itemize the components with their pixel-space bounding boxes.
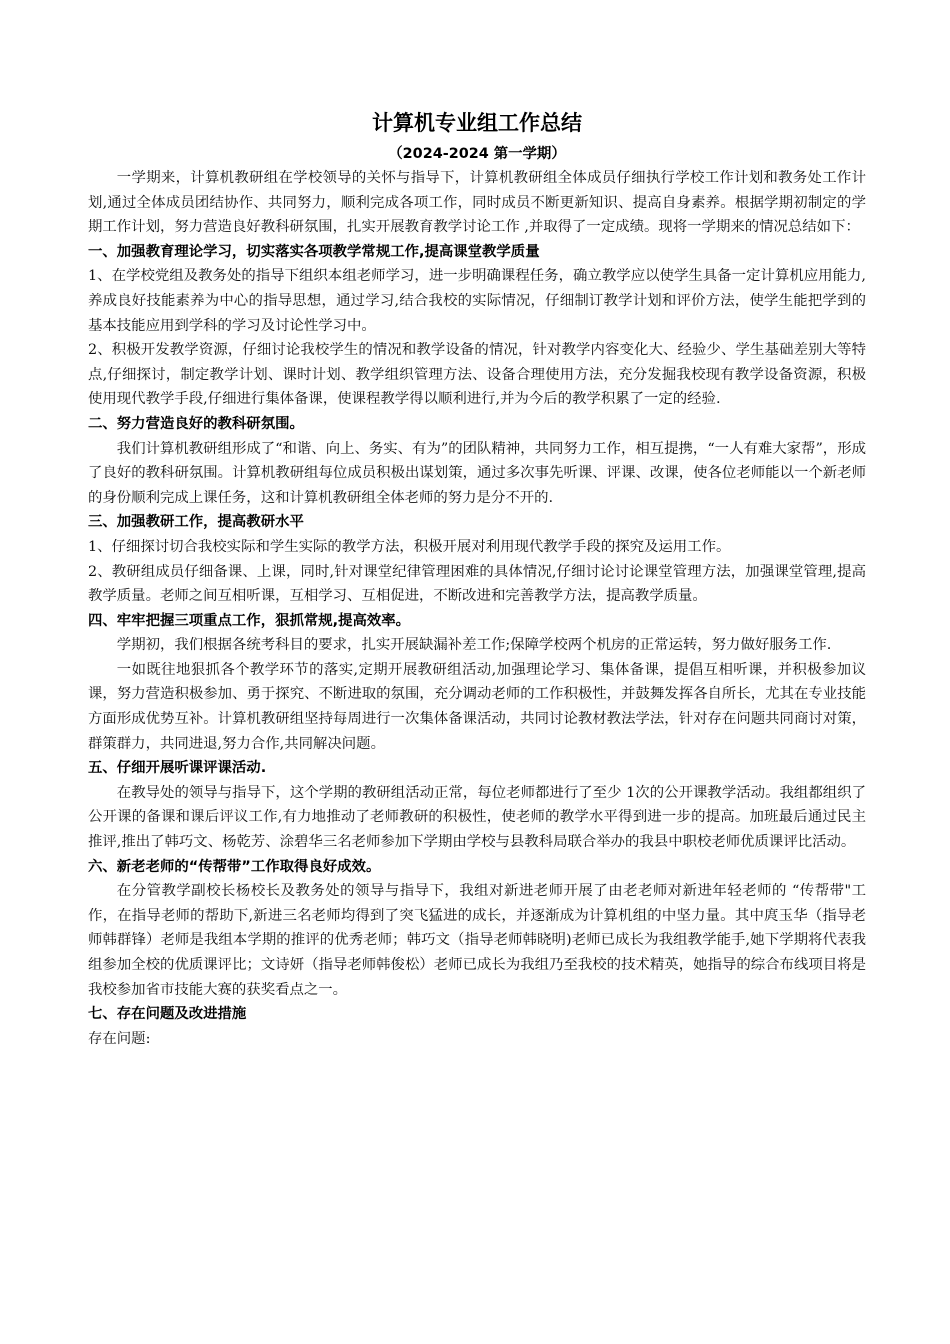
section-paragraph: 1、仔细探讨切合我校实际和学生实际的教学方法，积极开展对利用现代教学手段的探究及运用工作。 <box>88 538 731 555</box>
intro-paragraph: 一学期来，计算机教研组在学校领导的关怀与指导下，计算机教研组全体成员仔细执行学校工作计划和教务处工作计划,通过全体成员团结协作、共同努力，顺利完成各项工作，同时成员不断更新知识、提高自身素养。根据学期初制定的学期工作计划，努力营造良好教科研氛围，扎实开展教育教学讨论工作 ,并取得了一定成绩。现将一学期来的情况总结如下： <box>88 170 866 236</box>
document-title: 计算机专业组工作总结 <box>372 111 582 135</box>
section-heading: 一、加强教育理论学习，切实落实各项教学常规工作,提高课堂教学质量 <box>88 243 540 260</box>
section-heading: 七、存在问题及改进措施 <box>88 1006 247 1023</box>
section-paragraph: 一如既往地狠抓各个教学环节的落实,定期开展教研组活动,加强理论学习、集体备课，提倡互相听课，并积极参加议课，努力营造积极参加、勇于探究、不断进取的氛围，充分调动老师的工作积极性，并鼓舞发挥各自所长，尤其在专业技能方面形成优势互补。计算机教研组坚持每周进行一次集体备课活动，共同讨论教材教法学法，针对存在问题共同商讨对策，群策群力，共同进退,努力合作,共同解决问题。 <box>88 661 866 752</box>
section-heading: 五、仔细开展听课评课活动. <box>88 760 267 777</box>
section-paragraph: 学期初，我们根据各统考科目的要求，扎实开展缺漏补差工作;保障学校两个机房的正常运转，努力做好服务工作. <box>116 637 832 654</box>
section-heading: 四、牢牢把握三项重点工作，狠抓常规,提高效率。 <box>88 612 411 629</box>
section-paragraph: 2、积极开发教学资源，仔细讨论我校学生的情况和教学设备的情况，针对教学内容变化大、经验少、学生基础差别大等特点,仔细探讨，制定教学计划、课时计划、教学组织管理方法、设备合理使用方法，充分发掘我校现有教学设备资源，积极使用现代教学手段,仔细进行集体备课，使课程教学得以顺利进行,并为今后的教学积累了一定的经验. <box>88 342 866 408</box>
section-heading: 六、新老老师的“传帮带”工作取得良好成效。 <box>88 858 381 875</box>
section-paragraph: 存在问题: <box>88 1030 151 1047</box>
section-paragraph: 1、在学校党组及教务处的指导下组织本组老师学习，进一步明确课程任务，确立教学应以使学生具备一定计算机应用能力,养成良好技能素养为中心的指导思想，通过学习,结合我校的实际情况，仔细制订教学计划和评价方法，使学生能把学到的基本技能应用到学科的学习及讨论性学习中。 <box>88 268 866 334</box>
section-paragraph: 2、教研组成员仔细备课、上课，同时,针对课堂纪律管理困难的具体情况,仔细讨论讨论课堂管理方法，加强课堂管理,提高教学质量。老师之间互相听课，互相学习、互相促进，不断改进和完善教学方法，提高教学质量。 <box>88 563 866 605</box>
section-paragraph: 在分管教学副校长杨校长及教务处的领导与指导下，我组对新进老师开展了由老老师对新进年轻老师的 “传帮带"工作，在指导老师的帮助下,新进三名老师均得到了突飞猛进的成长，并逐渐成为计算机组的中坚力量。其中庹玉华（指导老师韩群锋）老师是我组本学期的推评的优秀老师；韩巧文（指导老师韩晓明)老师已成长为我组教学能手,她下学期将代表我组参加全校的优质课评比；文诗妍（指导老师韩俊松）老师已成长为我组乃至我校的技术精英，她指导的综合布线项目将是我校参加省市技能大赛的获奖看点之一。 <box>88 883 866 998</box>
section-heading: 三、加强教研工作，提高教研水平 <box>88 514 304 531</box>
document-page <box>88 108 866 1051</box>
section-paragraph: 在教导处的领导与指导下，这个学期的教研组活动正常，每位老师都进行了至少 1次的公开课教学活动。我组都组织了公开课的备课和课后评议工作,有力地推动了老师教研的积极性，使老师的教学水平得到进一步的提高。加班最后通过民主推评,推出了韩巧文、杨乾芳、涂碧华三名老师参加下学期由学校与县教科局联合举办的我县中职校老师优质课评比活动。 <box>88 784 866 851</box>
section-paragraph: 我们计算机教研组形成了“和谐、向上、务实、有为”的团队精神，共同努力工作，相互提携，“一人有难大家帮”，形成了良好的教科研氛围。计算机教研组每位成员积极出谋划策，通过多次事先听课、评课、改课，使各位老师能以一个新老师的身份顺利完成上课任务，这和计算机教研组全体老师的努力是分不开的. <box>88 440 866 506</box>
section-heading: 二、努力营造良好的教科研氛围。 <box>88 415 304 432</box>
document-subtitle: （2024-2024 第一学期） <box>388 146 566 162</box>
